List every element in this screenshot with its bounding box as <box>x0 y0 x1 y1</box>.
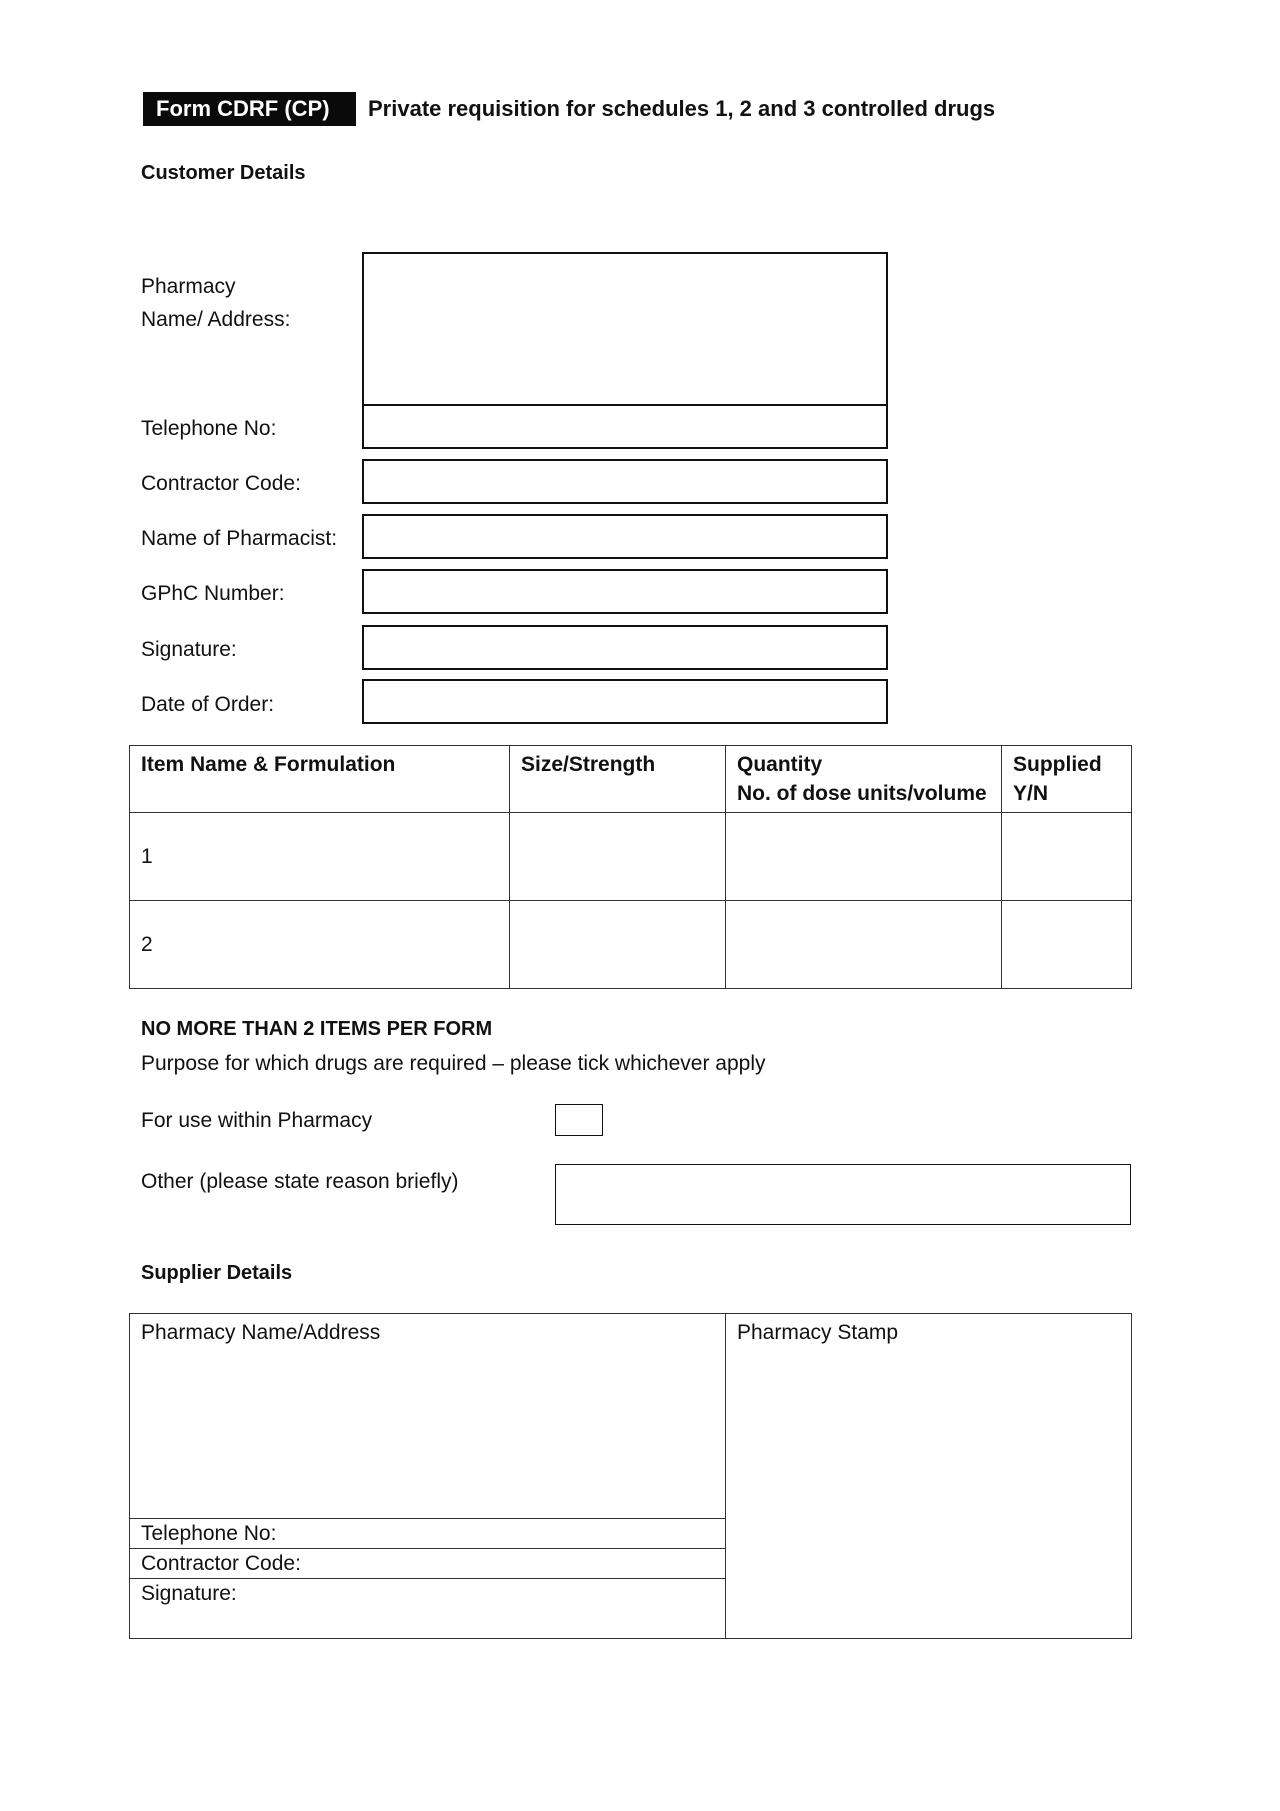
table-row <box>130 901 1132 989</box>
quantity-header <box>726 746 1002 813</box>
telephone-field[interactable] <box>362 404 888 449</box>
pharmacy-stamp-cell[interactable] <box>726 1314 1132 1639</box>
item-limit-notice: NO MORE THAN 2 ITEMS PER FORM <box>141 1018 493 1040</box>
item-2-name-cell[interactable]: 2 <box>130 901 510 989</box>
supplier-pharmacy-address-cell[interactable] <box>130 1314 726 1519</box>
pharmacy-stamp-label: Pharmacy Stamp <box>737 1321 899 1344</box>
contractor-code-label: Contractor Code: <box>141 472 301 495</box>
purpose-instruction: Purpose for which drugs are required – please tick whichever apply <box>141 1052 766 1075</box>
pharmacy-use-checkbox[interactable] <box>555 1104 603 1136</box>
supplier-details-heading: Supplier Details <box>141 1262 293 1284</box>
supplier-signature-cell[interactable] <box>130 1579 726 1639</box>
pharmacist-name-label: Name of Pharmacist: <box>141 527 338 550</box>
pharmacist-name-field[interactable] <box>362 514 888 559</box>
supplier-pharmacy-address-label: Pharmacy Name/Address <box>141 1321 381 1344</box>
gphc-number-field[interactable] <box>362 569 888 614</box>
items-table-header-row <box>130 746 1132 813</box>
item-1-name-cell[interactable]: 1 <box>130 813 510 901</box>
customer-details-heading: Customer Details <box>141 162 306 184</box>
item-1-size-cell[interactable] <box>510 813 726 901</box>
date-of-order-field[interactable] <box>362 679 888 724</box>
quantity-header-line1: Quantity <box>737 753 823 776</box>
item-2-quantity-cell[interactable] <box>726 901 1002 989</box>
table-row <box>130 813 1132 901</box>
supplier-telephone-label: Telephone No: <box>141 1522 277 1545</box>
pharmacy-name-label-line1: Pharmacy <box>141 275 236 298</box>
quantity-header-line2: No. of dose units/volume <box>737 782 987 805</box>
item-2-supplied-cell[interactable] <box>1002 901 1132 989</box>
supplied-header-line2: Y/N <box>1013 782 1049 805</box>
pharmacy-use-label: For use within Pharmacy <box>141 1109 373 1132</box>
other-reason-label: Other (please state reason briefly) <box>141 1170 459 1193</box>
supplier-table <box>129 1313 1132 1639</box>
item-1-quantity-cell[interactable] <box>726 813 1002 901</box>
signature-field[interactable] <box>362 625 888 670</box>
pharmacy-name-address-field[interactable] <box>362 252 888 406</box>
pharmacy-name-label-line2: Name/ Address: <box>141 308 291 331</box>
supplier-contractor-label: Contractor Code: <box>141 1552 301 1575</box>
gphc-number-label: GPhC Number: <box>141 582 285 605</box>
other-reason-field[interactable] <box>555 1164 1131 1225</box>
signature-label: Signature: <box>141 638 237 661</box>
supplied-header-line1: Supplied <box>1013 753 1102 776</box>
form-code-badge: Form CDRF (CP) <box>143 92 356 126</box>
telephone-label: Telephone No: <box>141 417 277 440</box>
pharmacy-name-label <box>141 270 290 336</box>
items-table <box>129 745 1132 989</box>
supplier-telephone-cell[interactable] <box>130 1519 726 1549</box>
supplier-contractor-cell[interactable] <box>130 1549 726 1579</box>
item-name-header: Item Name & Formulation <box>130 746 510 813</box>
item-1-supplied-cell[interactable] <box>1002 813 1132 901</box>
supplied-header <box>1002 746 1132 813</box>
size-strength-header: Size/Strength <box>510 746 726 813</box>
supplier-address-row <box>130 1314 1132 1519</box>
form-title: Private requisition for schedules 1, 2 and 3 controlled drugs <box>368 96 996 121</box>
item-2-size-cell[interactable] <box>510 901 726 989</box>
contractor-code-field[interactable] <box>362 459 888 504</box>
date-of-order-label: Date of Order: <box>141 693 275 716</box>
supplier-signature-label: Signature: <box>141 1582 237 1605</box>
